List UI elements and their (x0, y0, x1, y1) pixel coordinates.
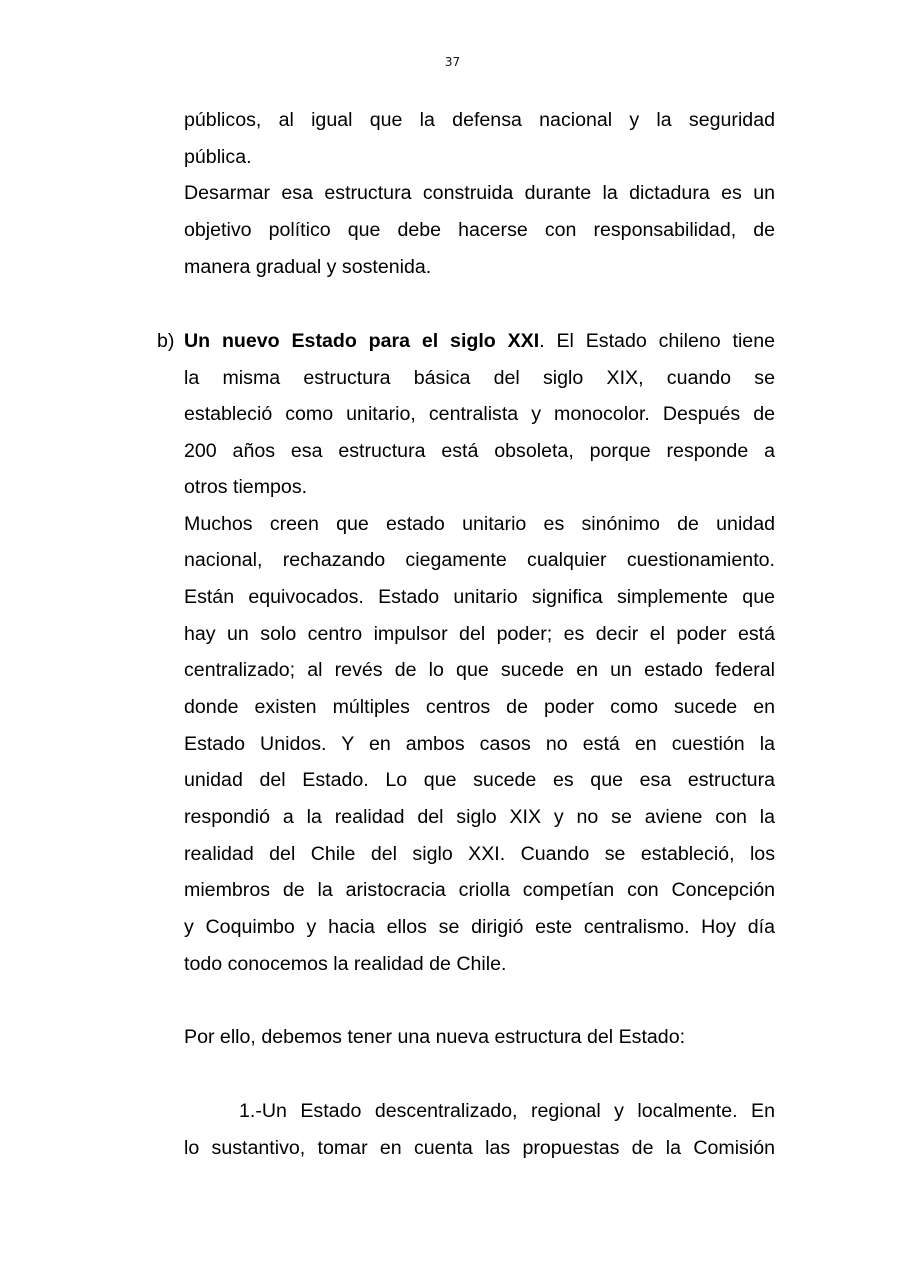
text-line: objetivo político que debe hacerse con responsabilidad, de (184, 219, 775, 241)
page-number: 37 (444, 55, 461, 69)
text-line: realidad del Chile del siglo XXI. Cuando se estableció, los (184, 843, 775, 865)
text-line: nacional, rechazando ciegamente cualquier cuestionamiento. (184, 549, 775, 571)
text-line: lo sustantivo, tomar en cuenta las propuestas de la Comisión (184, 1137, 775, 1159)
text-line: públicos, al igual que la defensa nacional y la seguridad (184, 109, 775, 131)
text-line: la misma estructura básica del siglo XIX, cuando se (184, 367, 775, 389)
text-line: respondió a la realidad del siglo XIX y no se aviene con la (184, 806, 775, 828)
text-line: donde existen múltiples centros de poder como sucede en (184, 696, 775, 718)
text-line: centralizado; al revés de lo que sucede en un estado federal (184, 659, 775, 681)
text-line: estableció como unitario, centralista y monocolor. Después de (184, 403, 775, 425)
section-heading: Un nuevo Estado para el siglo XXI (184, 330, 540, 352)
text-line: todo conocemos la realidad de Chile. (184, 953, 507, 975)
text-line: unidad del Estado. Lo que sucede es que esa estructura (184, 769, 775, 791)
text-line: otros tiempos. (184, 476, 308, 498)
list-marker: b) (157, 330, 175, 352)
text-line: pública. (184, 146, 252, 168)
text-line: y Coquimbo y hacia ellos se dirigió este centralismo. Hoy día (184, 916, 775, 938)
text-line: Por ello, debemos tener una nueva estructura del Estado: (184, 1026, 686, 1048)
text-line: Desarmar esa estructura construida durante la dictadura es un (184, 182, 775, 204)
heading-continuation: . El Estado chileno tiene (539, 330, 775, 352)
text-line: 1.-Un Estado descentralizado, regional y localmente. En (239, 1100, 775, 1122)
text-line: miembros de la aristocracia criolla competían con Concepción (184, 879, 775, 901)
text-line: hay un solo centro impulsor del poder; es decir el poder está (184, 623, 775, 645)
text-line-heading (184, 329, 775, 353)
text-line: Están equivocados. Estado unitario significa simplemente que (184, 586, 775, 608)
text-line: Muchos creen que estado unitario es sinónimo de unidad (184, 513, 775, 535)
text-line: manera gradual y sostenida. (184, 256, 432, 278)
text-line: 200 años esa estructura está obsoleta, porque responde a (184, 440, 775, 462)
text-line: Estado Unidos. Y en ambos casos no está en cuestión la (184, 733, 775, 755)
